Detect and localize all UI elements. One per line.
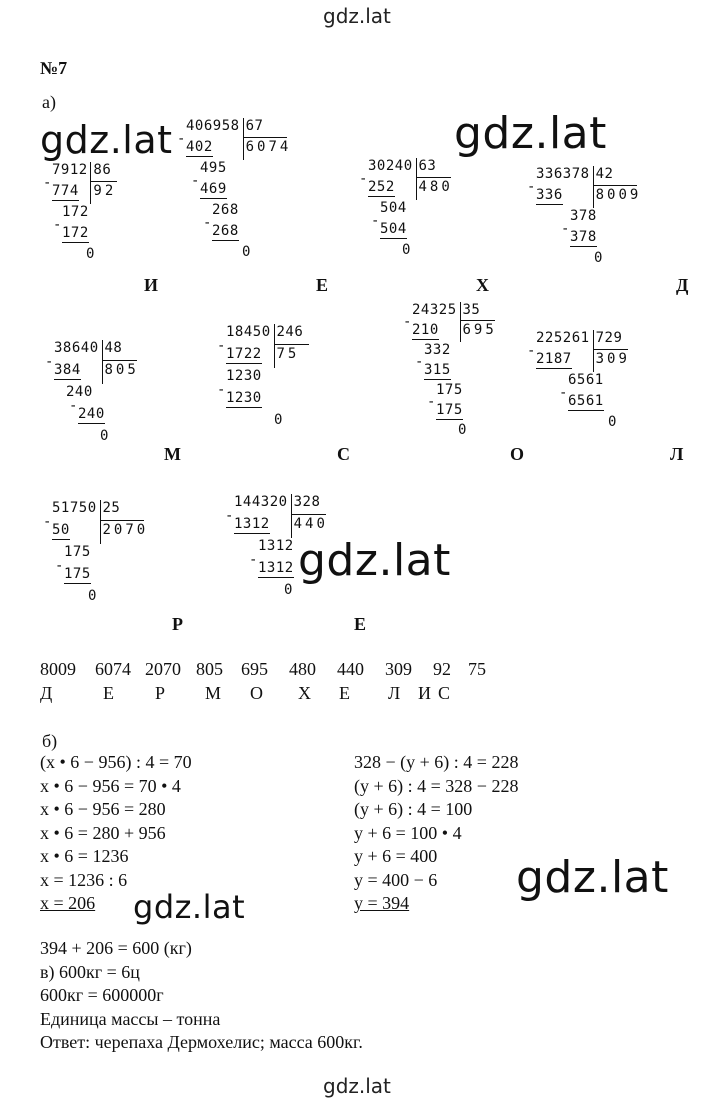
divisor-line xyxy=(593,185,637,186)
division-letter: М xyxy=(164,444,181,464)
partial-line: 469 xyxy=(200,181,227,197)
dividend: 406958 xyxy=(186,118,240,134)
answer-number: 92 xyxy=(433,659,451,679)
watermark: gdz.lat xyxy=(133,888,246,926)
divisor: 246 xyxy=(276,324,304,340)
answer-letter: Х xyxy=(298,683,313,703)
quotient: 8009 xyxy=(595,187,642,203)
quotient: 805 xyxy=(104,362,139,378)
minus-sign: - xyxy=(561,221,570,237)
answer-letter: Д xyxy=(40,683,55,703)
minus-sign: - xyxy=(527,179,536,195)
equation-line: x = 1236 : 6 xyxy=(40,869,128,890)
summary-line: Единица массы – тонна xyxy=(40,1008,221,1029)
partial-line: 504 xyxy=(380,200,407,216)
division-bar xyxy=(102,340,103,384)
answer-number: 480 xyxy=(289,659,316,679)
quotient: 92 xyxy=(93,183,117,199)
divisor-line xyxy=(102,360,137,361)
dividend: 7912 xyxy=(52,162,88,178)
minus-sign: - xyxy=(69,398,78,414)
minus-sign: - xyxy=(249,552,258,568)
divisor-line xyxy=(100,520,144,521)
divisor-line xyxy=(460,320,495,321)
part-a-label: а) xyxy=(42,92,56,112)
answer-number: 805 xyxy=(196,659,223,679)
answer-letter: Е xyxy=(103,683,116,703)
answer-letter: С xyxy=(438,683,453,703)
remainder: 0 xyxy=(274,412,283,428)
partial-line: 2187 xyxy=(536,351,572,367)
answer-number: 75 xyxy=(468,659,486,679)
remainder: 0 xyxy=(88,588,97,604)
partial-line: 332 xyxy=(424,342,451,358)
division-letter: О xyxy=(510,444,525,464)
partial-line: 495 xyxy=(200,160,227,176)
subtraction-line xyxy=(424,379,451,380)
subtraction-line xyxy=(234,533,270,534)
division-letter: Е xyxy=(354,614,367,634)
partial-line: 240 xyxy=(78,406,105,422)
partial-line: 175 xyxy=(64,544,91,560)
dividend: 336378 xyxy=(536,166,590,182)
partial-line: 6561 xyxy=(568,393,604,409)
division-letter: Х xyxy=(476,275,489,295)
subtraction-line xyxy=(64,583,91,584)
partial-line: 172 xyxy=(62,204,89,220)
equation-line: (x • 6 − 956) : 4 = 70 xyxy=(40,752,192,772)
partial-line: 252 xyxy=(368,179,395,195)
divisor-line xyxy=(90,181,116,182)
equation-line: (y + 6) : 4 = 328 − 228 xyxy=(354,775,519,796)
partial-line: 378 xyxy=(570,208,597,224)
subtraction-line xyxy=(436,419,463,420)
subtraction-line xyxy=(380,238,407,239)
partial-line: 1722 xyxy=(226,346,262,362)
answer-number: 2070 xyxy=(145,659,181,679)
minus-sign: - xyxy=(559,385,568,401)
equation-line: x • 6 − 956 = 280 xyxy=(40,799,166,819)
minus-sign: - xyxy=(427,394,436,410)
minus-sign: - xyxy=(55,558,64,574)
equation-line: x • 6 − 956 = 70 • 4 xyxy=(40,775,181,796)
partial-line: 268 xyxy=(212,223,239,239)
partial-line: 1312 xyxy=(234,516,270,532)
answer-number: 8009 xyxy=(40,659,76,679)
dividend: 18450 xyxy=(226,324,271,340)
summary-line: 600кг = 600000г xyxy=(40,985,164,1005)
subtraction-line xyxy=(200,198,227,199)
subtraction-line xyxy=(78,423,105,424)
quotient: 2070 xyxy=(102,522,149,538)
answer-letter: Р xyxy=(155,683,168,703)
minus-sign: - xyxy=(45,354,54,370)
divisor: 48 xyxy=(104,340,123,356)
partial-line: 50 xyxy=(52,522,70,538)
partial-line: 402 xyxy=(186,139,213,155)
dividend: 225261 xyxy=(536,330,590,346)
dividend: 51750 xyxy=(52,500,97,516)
remainder: 0 xyxy=(284,582,293,598)
quotient: 75 xyxy=(276,346,300,362)
answer-number: 6074 xyxy=(95,659,131,679)
subtraction-line xyxy=(52,539,70,540)
answer-letter: Е xyxy=(339,683,352,703)
partial-line: 336 xyxy=(536,187,563,203)
partial-line: 378 xyxy=(570,229,597,245)
quotient: 309 xyxy=(595,351,630,367)
watermark: gdz.lat xyxy=(516,852,669,903)
answer-letter: М xyxy=(205,683,224,703)
partial-line: 504 xyxy=(380,221,407,237)
divisor-line xyxy=(593,349,628,350)
division-bar xyxy=(243,118,244,160)
minus-sign: - xyxy=(225,508,234,524)
division-bar xyxy=(100,500,101,544)
dividend: 30240 xyxy=(368,158,413,174)
answer-number: 309 xyxy=(385,659,412,679)
divisor-line xyxy=(416,177,451,178)
partial-line: 175 xyxy=(64,566,91,582)
subtraction-line xyxy=(226,363,262,364)
minus-sign: - xyxy=(371,213,380,229)
partial-line: 172 xyxy=(62,225,89,241)
minus-sign: - xyxy=(217,338,226,354)
answer-letter: И xyxy=(418,683,433,703)
summary-line: 394 + 206 = 600 (кг) xyxy=(40,938,192,958)
quotient: 480 xyxy=(418,179,453,195)
answer-letter: Л xyxy=(388,683,403,703)
partial-line: 268 xyxy=(212,202,239,218)
subtraction-line xyxy=(570,246,597,247)
divisor: 67 xyxy=(245,118,264,134)
summary-line: в) 600кг = 6ц xyxy=(40,961,140,982)
divisor: 729 xyxy=(595,330,623,346)
watermark: gdz.lat xyxy=(298,535,451,586)
partial-line: 384 xyxy=(54,362,81,378)
answer-number: 695 xyxy=(241,659,268,679)
minus-sign: - xyxy=(191,173,200,189)
division-bar xyxy=(416,158,417,200)
subtraction-line xyxy=(536,368,572,369)
partial-line: 175 xyxy=(436,382,463,398)
minus-sign: - xyxy=(177,131,186,147)
minus-sign: - xyxy=(359,171,368,187)
equation-line: y = 400 − 6 xyxy=(354,869,438,890)
remainder: 0 xyxy=(594,250,603,266)
part-b-label: б) xyxy=(42,731,58,751)
answer-number: 440 xyxy=(337,659,364,679)
minus-sign: - xyxy=(43,514,52,530)
division-letter: С xyxy=(337,444,350,464)
division-bar xyxy=(460,302,461,342)
answer-letter: О xyxy=(250,683,265,703)
equation-line: 328 − (y + 6) : 4 = 228 xyxy=(354,752,519,772)
minus-sign: - xyxy=(403,314,412,330)
subtraction-line xyxy=(536,204,563,205)
minus-sign: - xyxy=(203,215,212,231)
division-bar xyxy=(291,494,292,538)
divisor-line xyxy=(243,137,287,138)
subtraction-line xyxy=(54,379,81,380)
partial-line: 774 xyxy=(52,183,79,199)
minus-sign: - xyxy=(415,354,424,370)
task-number: №7 xyxy=(40,58,68,78)
partial-line: 1230 xyxy=(226,368,262,384)
minus-sign: - xyxy=(217,382,226,398)
division-letter: Д xyxy=(676,275,689,295)
subtraction-line xyxy=(186,156,213,157)
subtraction-line xyxy=(258,577,294,578)
partial-line: 1230 xyxy=(226,390,262,406)
divisor: 63 xyxy=(418,158,437,174)
remainder: 0 xyxy=(458,422,467,438)
quotient: 695 xyxy=(462,322,497,338)
dividend: 38640 xyxy=(54,340,99,356)
equation-line: (y + 6) : 4 = 100 xyxy=(354,799,473,819)
division-bar xyxy=(593,330,594,372)
equation-line: x = 206 xyxy=(40,893,96,913)
equation-line: x • 6 = 1236 xyxy=(40,846,129,866)
subtraction-line xyxy=(568,410,604,411)
divisor: 42 xyxy=(595,166,614,182)
site-header: gdz.lat xyxy=(323,4,391,28)
partial-line: 315 xyxy=(424,362,451,378)
subtraction-line xyxy=(52,200,79,201)
minus-sign: - xyxy=(43,175,52,191)
watermark: gdz.lat xyxy=(40,118,173,162)
partial-line: 240 xyxy=(66,384,93,400)
partial-line: 1312 xyxy=(258,560,294,576)
dividend: 144320 xyxy=(234,494,288,510)
division-letter: Е xyxy=(316,275,329,295)
division-bar xyxy=(593,166,594,208)
subtraction-line xyxy=(226,407,262,408)
remainder: 0 xyxy=(402,242,411,258)
division-letter: И xyxy=(144,275,159,295)
equation-line: y = 394 xyxy=(354,893,410,913)
divisor-line xyxy=(291,514,326,515)
remainder: 0 xyxy=(242,244,251,260)
minus-sign: - xyxy=(53,217,62,233)
divisor-line xyxy=(274,344,309,345)
equation-line: y + 6 = 100 • 4 xyxy=(354,822,462,843)
quotient: 440 xyxy=(293,516,328,532)
divisor: 25 xyxy=(102,500,121,516)
division-bar xyxy=(274,324,275,368)
division-letter: Л xyxy=(670,444,684,464)
equation-line: y + 6 = 400 xyxy=(354,846,438,866)
remainder: 0 xyxy=(100,428,109,444)
subtraction-line xyxy=(412,339,439,340)
partial-line: 6561 xyxy=(568,372,604,388)
site-footer: gdz.lat xyxy=(323,1074,391,1098)
remainder: 0 xyxy=(86,246,95,262)
minus-sign: - xyxy=(527,343,536,359)
subtraction-line xyxy=(212,240,239,241)
subtraction-line xyxy=(368,196,395,197)
summary-line: Ответ: черепаха Дермохелис; масса 600кг. xyxy=(40,1032,363,1052)
quotient: 6074 xyxy=(245,139,292,155)
division-letter: Р xyxy=(172,614,183,634)
partial-line: 175 xyxy=(436,402,463,418)
divisor: 328 xyxy=(293,494,321,510)
division-bar xyxy=(90,162,91,204)
dividend: 24325 xyxy=(412,302,457,318)
watermark: gdz.lat xyxy=(454,108,607,159)
partial-line: 1312 xyxy=(258,538,294,554)
equation-line: x • 6 = 280 + 956 xyxy=(40,822,166,843)
divisor: 86 xyxy=(93,162,112,178)
remainder: 0 xyxy=(608,414,617,430)
divisor: 35 xyxy=(462,302,481,318)
partial-line: 210 xyxy=(412,322,439,338)
subtraction-line xyxy=(62,242,89,243)
